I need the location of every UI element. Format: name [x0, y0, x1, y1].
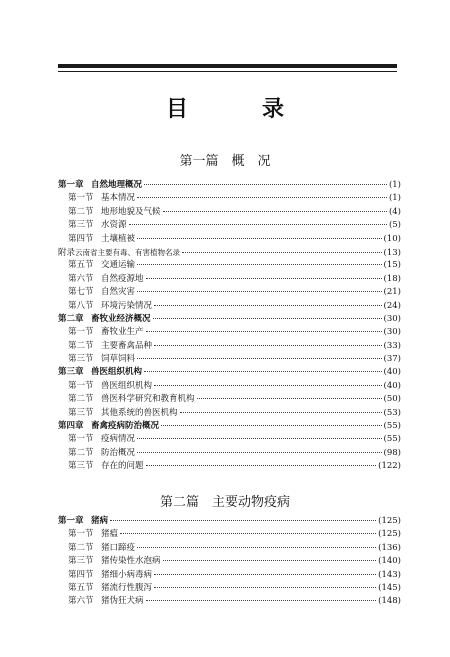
toc-entry-section	[58, 447, 401, 460]
toc-entry-label: 环境污染情况	[101, 300, 153, 311]
toc-entry-page: (122)	[378, 461, 401, 472]
toc-leader-dots	[197, 398, 382, 399]
toc-leader-dots	[163, 211, 387, 212]
toc-entry-number: 第八节	[68, 300, 94, 311]
toc-entry-section	[58, 569, 401, 582]
toc-entry-section	[58, 300, 401, 313]
toc-entry-section	[58, 219, 401, 232]
toc-leader-dots	[146, 331, 382, 332]
toc-entry-page: (140)	[378, 556, 401, 567]
toc-entry-label: 猪病	[91, 516, 109, 526]
toc-entry-page: (37)	[383, 354, 401, 365]
toc-list-part-2	[58, 515, 401, 609]
toc-entry-number: 第二节	[68, 394, 94, 405]
toc-leader-dots	[154, 587, 376, 588]
top-rule-thick	[58, 64, 397, 68]
toc-entry-label: 畜牧业经济概况	[91, 313, 151, 324]
toc-entry-label: 云南省主要有毒、有害植物名录	[75, 247, 181, 257]
toc-entry-section	[58, 393, 401, 406]
toc-entry-section	[58, 380, 401, 393]
toc-entry-label: 畜禽疫病防治概况	[91, 421, 160, 432]
toc-entry-page: (15)	[383, 260, 401, 271]
toc-entry-label: 防治概况	[101, 447, 136, 458]
toc-entry-number: 第二节	[68, 206, 94, 217]
toc-entry-number: 第五节	[68, 582, 94, 593]
toc-entry-number: 第三章	[58, 367, 84, 378]
toc-leader-dots	[163, 560, 377, 561]
toc-entry-label: 土壤植被	[101, 233, 136, 244]
toc-entry-section	[58, 259, 401, 272]
toc-entry-page: (98)	[383, 447, 401, 458]
toc-entry-section	[58, 353, 401, 366]
toc-entry-section	[58, 582, 401, 595]
toc-entry-page: (136)	[378, 542, 401, 553]
toc-entry-label: 畜牧业生产	[101, 327, 144, 338]
toc-leader-dots	[154, 385, 382, 386]
toc-entry-page: (53)	[383, 407, 401, 418]
toc-entry-page: (40)	[383, 367, 401, 378]
toc-leader-dots	[137, 358, 382, 359]
toc-entry-number: 第六节	[68, 596, 94, 607]
toc-entry-page: (30)	[383, 327, 401, 338]
toc-entry-chapter	[58, 366, 401, 379]
toc-entry-number: 第五节	[68, 260, 94, 271]
toc-entry-page: (18)	[383, 273, 401, 284]
toc-entry-number: 第一节	[68, 434, 94, 445]
toc-entry-number: 第三节	[68, 556, 94, 567]
toc-entry-page: (145)	[378, 582, 401, 593]
toc-entry-page: (50)	[383, 394, 401, 405]
toc-entry-page: (33)	[383, 340, 401, 351]
toc-entry-number: 第四章	[58, 421, 84, 432]
toc-entry-page: (125)	[378, 529, 401, 540]
toc-leader-dots	[154, 305, 382, 306]
toc-entry-label: 猪细小病毒病	[101, 569, 153, 580]
toc-entry-label: 猪伪狂犬病	[101, 596, 144, 607]
toc-entry-section	[58, 460, 401, 473]
toc-leader-dots	[146, 600, 377, 601]
toc-entry-section	[58, 542, 401, 555]
toc-entry-label: 饲草饲料	[101, 354, 136, 365]
toc-entry-section	[58, 407, 401, 420]
toc-leader-dots	[137, 547, 376, 548]
toc-entry-appendix	[58, 246, 401, 259]
toc-leader-dots	[137, 264, 382, 265]
toc-leader-dots	[129, 224, 387, 225]
top-rule-thin	[58, 71, 397, 72]
toc-entry-number: 第一节	[68, 529, 94, 540]
toc-entry-number: 第一节	[68, 380, 94, 391]
toc-entry-number: 第三节	[68, 407, 94, 418]
toc-entry-section	[58, 206, 401, 219]
toc-entry-number: 第一节	[68, 193, 94, 204]
toc-entry-number: 第六节	[68, 273, 94, 284]
toc-entry-page: (4)	[388, 206, 401, 217]
toc-entry-label: 猪传染性水泡病	[101, 556, 161, 567]
toc-leader-dots	[110, 520, 376, 521]
toc-entry-page: (125)	[378, 516, 401, 526]
toc-entry-label: 兽医组织机构	[91, 367, 143, 378]
toc-entry-page: (143)	[378, 569, 401, 580]
toc-entry-section	[58, 326, 401, 339]
toc-entry-number: 第二节	[68, 447, 94, 458]
toc-entry-page: (1)	[388, 193, 401, 204]
toc-entry-number: 第二节	[68, 340, 94, 351]
toc-entry-page: (24)	[383, 300, 401, 311]
toc-leader-dots	[182, 252, 382, 253]
toc-entry-section	[58, 340, 401, 353]
toc-entry-label: 其他系统的兽医机构	[101, 407, 178, 418]
part-heading-1: 第一篇 概 况	[179, 154, 271, 169]
toc-leader-dots	[137, 452, 382, 453]
toc-entry-chapter	[58, 515, 401, 528]
toc-entry-page: (13)	[383, 247, 401, 258]
page-title: 目 录	[165, 96, 310, 122]
toc-entry-label: 交通运输	[101, 260, 136, 271]
toc-entry-page: (5)	[388, 220, 401, 231]
toc-entry-section	[58, 273, 401, 286]
toc-entry-label: 猪瘟	[101, 529, 119, 540]
toc-entry-section	[58, 192, 401, 205]
toc-leader-dots	[144, 371, 382, 372]
toc-leader-dots	[120, 533, 376, 534]
toc-entry-page: (21)	[383, 287, 401, 298]
toc-entry-number: 第七节	[68, 287, 94, 298]
toc-entry-label: 主要畜禽品种	[101, 340, 153, 351]
toc-entry-chapter	[58, 179, 401, 192]
toc-entry-label: 兽医科学研究和教育机构	[101, 394, 195, 405]
toc-leader-dots	[153, 318, 382, 319]
toc-entry-chapter	[58, 420, 401, 433]
toc-leader-dots	[146, 278, 382, 279]
toc-entry-number: 第二章	[58, 313, 84, 324]
toc-entry-label: 水资源	[101, 220, 127, 231]
toc-entry-page: (40)	[383, 380, 401, 391]
toc-leader-dots	[154, 574, 376, 575]
toc-entry-number: 第一章	[58, 180, 84, 190]
toc-entry-page: (55)	[383, 421, 401, 432]
toc-entry-label: 兽医组织机构	[101, 380, 153, 391]
toc-entry-number: 附录	[58, 247, 76, 258]
toc-entry-number: 第二节	[68, 542, 94, 553]
toc-leader-dots	[137, 291, 382, 292]
toc-entry-label: 猪流行性腹泻	[101, 582, 153, 593]
toc-entry-label: 地形地貌及气候	[101, 206, 161, 217]
toc-list-part-1	[58, 179, 401, 474]
toc-entry-section	[58, 433, 401, 446]
toc-entry-chapter	[58, 313, 401, 326]
toc-entry-label: 疫病情况	[101, 434, 136, 445]
toc-entry-page: (10)	[383, 233, 401, 244]
toc-entry-page: (55)	[383, 434, 401, 445]
toc-entry-number: 第四节	[68, 569, 94, 580]
toc-entry-label: 自然地理概况	[91, 180, 143, 190]
toc-entry-label: 猪口蹄疫	[101, 542, 136, 553]
toc-entry-section	[58, 286, 401, 299]
toc-entry-number: 第三节	[68, 461, 94, 472]
toc-entry-section	[58, 233, 401, 246]
toc-leader-dots	[137, 197, 387, 198]
toc-entry-page: (148)	[378, 596, 401, 607]
toc-leader-dots	[146, 465, 377, 466]
toc-entry-label: 自然灾害	[101, 287, 136, 298]
part-heading-2: 第二篇 主要动物疫病	[159, 495, 290, 510]
toc-entry-section	[58, 555, 401, 568]
toc-entry-label: 自然疫源地	[101, 273, 144, 284]
toc-leader-dots	[137, 238, 382, 239]
toc-leader-dots	[161, 425, 382, 426]
toc-entry-number: 第一节	[68, 327, 94, 338]
toc-leader-dots	[154, 345, 382, 346]
toc-entry-number: 第四节	[68, 233, 94, 244]
toc-entry-number: 第一章	[58, 516, 84, 526]
toc-entry-label: 存在的问题	[101, 461, 144, 472]
toc-entry-number: 第三节	[68, 354, 94, 365]
toc-entry-section	[58, 528, 401, 541]
toc-entry-page: (30)	[383, 313, 401, 324]
toc-entry-page: (1)	[388, 180, 401, 190]
toc-entry-section	[58, 595, 401, 608]
toc-leader-dots	[137, 438, 382, 439]
toc-entry-number: 第三节	[68, 220, 94, 231]
toc-leader-dots	[180, 412, 382, 413]
toc-leader-dots	[144, 184, 387, 185]
toc-entry-label: 基本情况	[101, 193, 136, 204]
